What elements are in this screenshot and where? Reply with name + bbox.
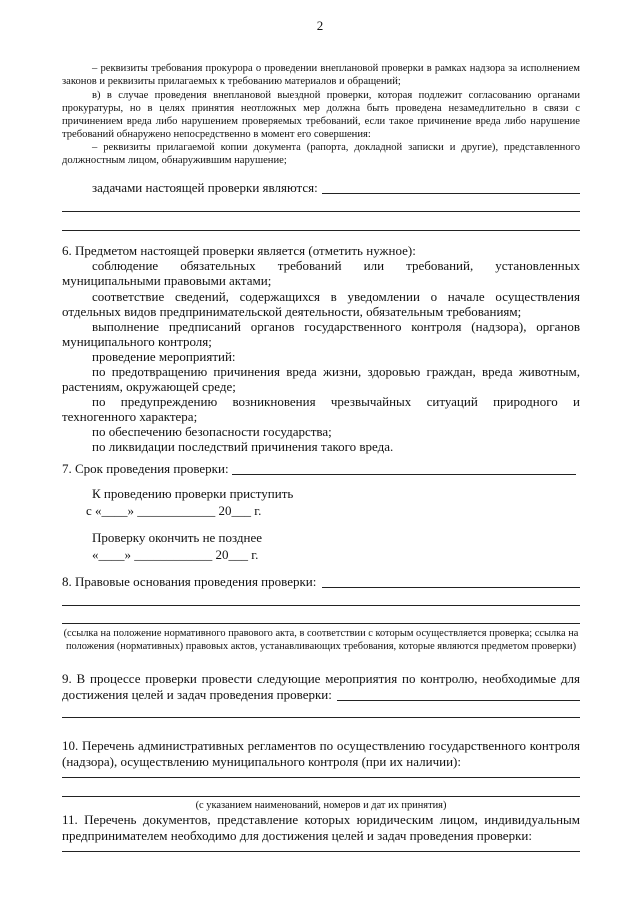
section-9-line1: 9. В процессе проверки провести следующие мероприятия по контролю, необходимые для xyxy=(62,671,580,686)
legal-basis-fill-line-3[interactable] xyxy=(62,623,580,624)
tasks-label: задачами настоящей проверки являются: xyxy=(92,180,318,195)
tasks-fill-line-2[interactable] xyxy=(62,211,580,212)
section-7-title: 7. Срок проведения проверки: xyxy=(62,461,229,476)
item-6-7: по обеспечению безопасности государства; xyxy=(92,424,332,439)
regulations-fill-line-2[interactable] xyxy=(62,796,580,797)
item-6-2-line2: отдельных видов предпринимательской деятельности, обязательным требованиям; xyxy=(62,304,522,319)
legal-basis-fill-line-2[interactable] xyxy=(62,605,580,606)
page-number: 2 xyxy=(316,18,324,33)
start-label: К проведению проверки приступить xyxy=(92,486,294,501)
legal-basis-fill-line[interactable] xyxy=(322,587,580,588)
legal-basis-note: (ссылка на положение нормативного правового акта, в соответствии с которым осуществляется проверка; ссылка на положения (нормативных) правовых актов, устанавливающих требования, которые являются предметом проверки) xyxy=(63,628,579,652)
item-6-1-line2: муниципальными правовыми актами; xyxy=(62,273,272,288)
regulations-note: (с указанием наименований, номеров и дат их принятия) xyxy=(195,800,447,811)
measures-fill-line-2[interactable] xyxy=(62,717,580,718)
item-6-3-line1: выполнение предписаний органов государственного контроля (надзора), органов xyxy=(92,319,580,334)
unscheduled-inspection-paragraph: в) в случае проведения внеплановой выездной проверки, которая подлежит согласованию органами прокуратуры, но в целях принятия неотложных мер должна быть проведена незамедлительно в связи с причинением вреда либо нарушением проверяемых требований, если такое причинение вреда либо нарушение требований обнаружено непосредственно в момент его совершения: xyxy=(62,90,580,140)
section-9-line2: достижения целей и задач проведения проверки: xyxy=(62,687,332,702)
item-6-8: по ликвидации последствий причинения такого вреда. xyxy=(92,439,394,454)
section-10-line1: 10. Перечень административных регламентов по осуществлению государственного контроля xyxy=(62,738,580,753)
section-6-title: 6. Предметом настоящей проверки является (отметить нужное): xyxy=(62,243,416,258)
prosecutor-requirement-paragraph: – реквизиты требования прокурора о проведении внеплановой проверки в рамках надзора за исполнением законов и реквизиты прилагаемых к требованию материалов и обращений; xyxy=(62,63,580,87)
section-11-line1: 11. Перечень документов, представление которых юридическим лицом, индивидуальным xyxy=(62,812,580,827)
tasks-fill-line-3[interactable] xyxy=(62,230,580,231)
term-fill-line[interactable] xyxy=(232,474,576,475)
item-6-2-line1: соответствие сведений, содержащихся в уведомлении о начале осуществления xyxy=(92,289,580,304)
item-6-5-line2: растениям, окружающей среде; xyxy=(62,379,236,394)
item-6-6-line2: техногенного характера; xyxy=(62,409,198,424)
item-6-6-line1: по предупреждению возникновения чрезвычайных ситуаций природного и xyxy=(92,394,580,409)
end-date-field[interactable]: «____» ____________ 20___ г. xyxy=(92,547,259,562)
documents-fill-line[interactable] xyxy=(62,851,580,852)
section-11-line2: предпринимателем необходимо для достижения целей и задач проведения проверки: xyxy=(62,828,532,843)
item-6-3-line2: муниципального контроля; xyxy=(62,334,212,349)
section-10-line2: (надзора), осуществлению муниципального контроля (при их наличии): xyxy=(62,754,461,769)
regulations-fill-line[interactable] xyxy=(62,777,580,778)
attached-document-paragraph: – реквизиты прилагаемой копии документа (рапорта, докладной записки и другие), представленного должностным лицом, обнаружившим нарушение; xyxy=(62,142,580,166)
measures-fill-line[interactable] xyxy=(337,700,580,701)
section-8-title: 8. Правовые основания проведения проверки: xyxy=(62,574,317,589)
item-6-1-line1: соблюдение обязательных требований или требований, установленных xyxy=(92,258,580,273)
item-6-5-line1: по предотвращению причинения вреда жизни, здоровью граждан, вреда животным, xyxy=(92,364,580,379)
tasks-fill-line[interactable] xyxy=(322,193,580,194)
item-6-4: проведение мероприятий: xyxy=(92,349,236,364)
start-date-field[interactable]: с «____» ____________ 20___ г. xyxy=(86,503,262,518)
end-label: Проверку окончить не позднее xyxy=(92,530,263,545)
